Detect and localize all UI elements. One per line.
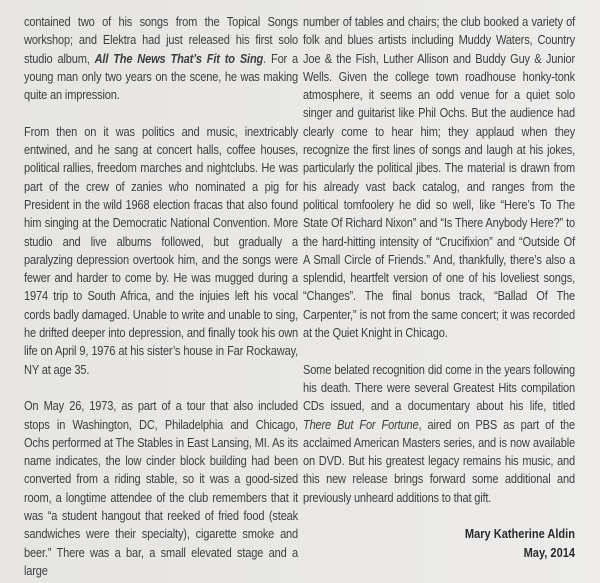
body-text: number of tables and chairs; the club booked a variety of folk and blues artists including Muddy Waters, Country Joe & the Fish, Luther Allison and Buddy Guy & Junior Wells. Given the college town roadhouse honky-tonk atmosphere, it seems an odd venue for a quiet solo singer and guitarist like Phil Ochs. But the audience had clearly come to hear him; they applaud when they recognize the first lines of songs and laugh at his jokes, particularly the political jibes. The material is drawn from his already vast back catalog, and ranges from the political tomfoolery he did so well, like “Here’s To The State Of Richard Nixon” and “Is There Anybody Here?” to the hard-hitting intensity of “Crucifixion” and “Outside Of A Small Circle of Friends.” And, thankfully, there’s also a splendid, heartfelt version of one of his loveliest songs, “Changes”. The final bonus track, “Ballad Of The Carpenter,” is not from the same concert; it was recorded at the Quiet Knight in Chicago. bbox=[303, 14, 575, 341]
paragraph bbox=[303, 13, 575, 342]
left-text-column bbox=[24, 13, 298, 580]
signature-date: May, 2014 bbox=[523, 544, 575, 560]
right-text-column bbox=[303, 13, 575, 562]
paragraph bbox=[24, 123, 298, 379]
body-text: On May 26, 1973, as part of a tour that also included stops in Washington, DC, Philadelphia and Chicago, Ochs performed at The Stables in East Lansing, MI. As its name indicates, the low cinder block building had been converted from a riding stable, so it was a good-sized room, a longtime attendee of the club remembers that it was “a student hangout that reeked of fried food (steak sandwiches were their specialty), cigarette smoke and beer.” There was a bar, a small elevated stage and a large bbox=[24, 398, 299, 578]
signature-author: Mary Katherine Aldin bbox=[464, 526, 575, 542]
italic-text: There But For Fortune bbox=[303, 416, 419, 432]
body-text: , aired on PBS as part of the acclaimed American Masters series, and is now available on DVD. But his greatest legacy remains his music, and this new release brings forward some additional and previously unheard additions to that gift. bbox=[303, 416, 575, 505]
paragraph bbox=[24, 13, 298, 104]
bold-italic-text: All The News That’s Fit to Sing bbox=[94, 50, 264, 66]
body-text: Some belated recognition did come in the years following his death. There were several Greatest Hits compilation CDs issued, and a documentary about his life, titled bbox=[303, 361, 575, 414]
body-text: From then on it was politics and music, inextricably entwined, and he sang at concert halls, coffee houses, political rallies, freedom marches and nightclubs. He was part of the crew of zanies who nominated a pig for President in the wild 1968 election fracas that also found him singing at the Democratic National Convention. More studio and live albums followed, but gradually a paralyzing depression overtook him, and the songs were fewer and harder to come by. He was mugged during a 1974 trip to South Africa, and the injuies left his vocal cords badly damaged. Unable to write and unable to sing, he drifted deeper into depression, and finally took his own life on April 9, 1976 at his sister’s house in Far Rockaway, NY at age 35. bbox=[24, 123, 299, 377]
right-column-paragraphs bbox=[303, 13, 575, 507]
body-text: contained two of his songs from the Topical Songs workshop; and Elektra had just released his first solo studio album, bbox=[24, 14, 299, 66]
paragraph bbox=[24, 397, 298, 580]
paragraph bbox=[303, 361, 575, 507]
signature-block bbox=[303, 525, 575, 562]
body-text: . For a young man only two years on the scene, he was making quite an impression. bbox=[24, 50, 299, 103]
